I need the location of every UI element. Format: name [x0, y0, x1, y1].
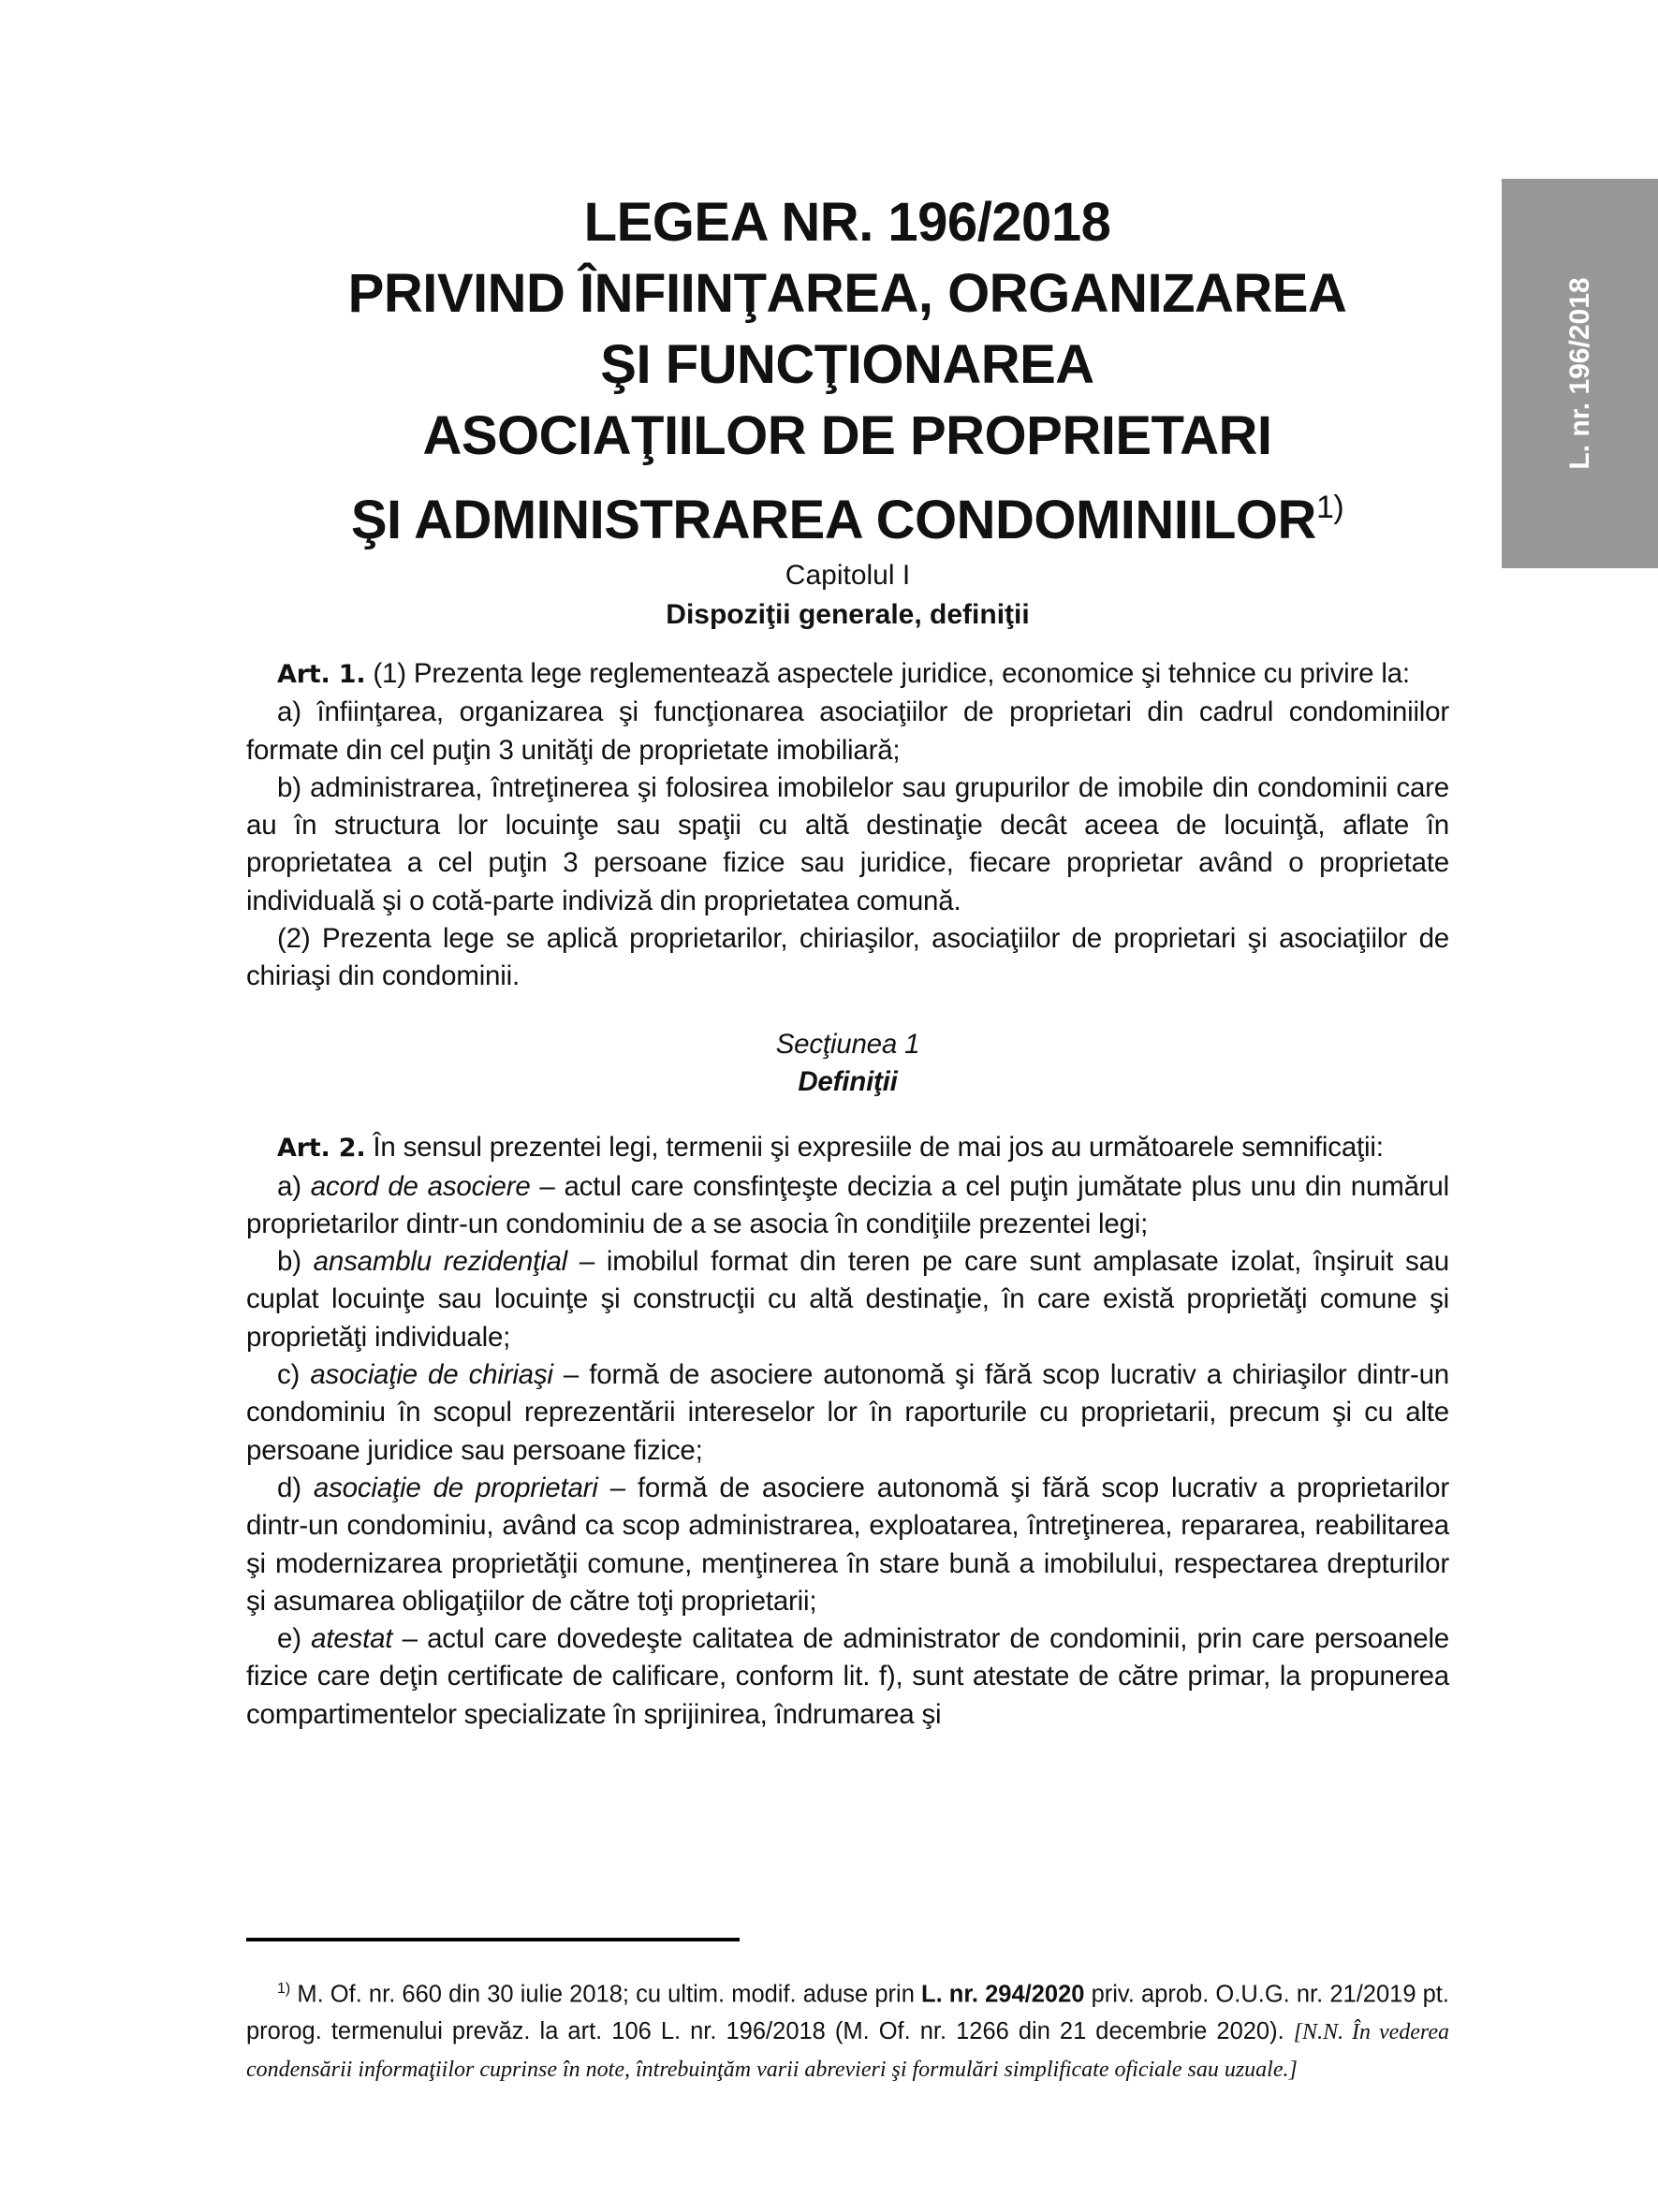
title-line: ASOCIAŢIILOR DE PROPRIETARI [422, 405, 1272, 466]
footnote-text: priv. aprob. O.U.G. nr. 21/2019 pt. prorog. termenului prevăz. la art. 106 L. nr. 196/2018 (M. Of. nr. 1266 din 21 decembrie 2020). [246, 1981, 1449, 2044]
footnote-ref[interactable]: 1) [1315, 490, 1344, 525]
defined-term: acord de asociere [310, 1170, 531, 1202]
art1-a: a) înfiinţarea, organizarea şi funcţionarea asociaţiilor de proprietari din cadrul condominiilor formate din cel puţin 3 unităţi de proprietate imobiliară; [246, 696, 1449, 766]
defined-term: atestat [311, 1623, 393, 1655]
defined-term: ansamblu rezidenţial [313, 1246, 568, 1278]
title-line: ŞI FUNCŢIONAREA [600, 334, 1094, 395]
defined-term: asociaţie de proprietari [313, 1472, 598, 1503]
chapter-title: Dispoziţii generale, definiţii [666, 599, 1030, 630]
paragraph-text: În sensul prezentei legi, termenii şi expresiile de mai jos au următoarele semnificaţii: [373, 1132, 1384, 1164]
section-label: Secţiunea 1 [775, 1028, 920, 1060]
article-label: Art. 1. [277, 660, 366, 689]
footnote-law-ref: L. nr. 294/2020 [921, 1981, 1085, 2008]
definition-item: a) acord de asociere – actul care consfinţeşte decizia a cel puţin jumătate plus unu din numărul proprietarilor dintr-un condominiu de a se asocia în condiţiile prezentei legi; [246, 1170, 1449, 1239]
section-title: Definiţii [798, 1065, 898, 1097]
side-tab [1502, 179, 1658, 568]
chapter-heading [246, 556, 1449, 635]
title-line: PRIVIND ÎNFIINŢAREA, ORGANIZAREA [347, 263, 1347, 324]
definition-item: d) asociaţie de proprietari – formă de asociere autonomă şi fără scop lucrativ a proprietarilor dintr-un condominiu, având ca scop administrarea, exploatarea, întreţinerea, repararea, reabilitarea şi modernizarea proprietăţii comune, menţinerea în stare bună a imobilului, respectarea drepturilor şi asumarea obligaţiilor de către toţi proprietarii; [246, 1472, 1449, 1617]
paragraph-text: (1) Prezenta lege reglementează aspectele juridice, economice şi tehnice cu privire la: [373, 658, 1410, 689]
footnote-divider [246, 1938, 740, 1941]
side-tab-label: L. nr. 196/2018 [1563, 277, 1595, 470]
definition-item: e) atestat – actul care dovedeşte calitatea de administrator de condominii, prin care persoanele fizice care deţin certificate de calificare, conform lit. f), sunt atestate de către primar, la propunerea compartimentelor specializate în sprijinirea, îndrumarea şi [246, 1623, 1450, 1730]
definition-item: b) ansamblu rezidenţial – imobilul format din teren pe care sunt amplasate izolat, înşiruit sau cuplat locuinţe sau locuinţe şi construcţii cu altă destinaţie, în care există proprietăţi comune şi proprietăţi individuale; [246, 1246, 1449, 1353]
article-label: Art. 2. [277, 1134, 366, 1164]
title-line-last [187, 472, 1507, 556]
defined-term: asociaţie de chiriaşi [310, 1359, 553, 1391]
title-line: LEGEA NR. 196/2018 [583, 192, 1111, 253]
editor-note: [N.N. În vederea condensării informaţiilor cuprinse în note, întrebuinţăm varii abrevieri şi formulări simplificate oficiale sau uzuale.] [246, 2019, 1449, 2082]
footnote-text: M. Of. nr. 660 din 30 iulie 2018; cu ultim. modif. aduse prin [297, 1981, 915, 2008]
art1-p2: (2) Prezenta lege se aplică proprietarilor, chiriaşilor, asociaţiilor de proprietari şi asociaţiilor de chiriaşi din condominii. [246, 923, 1449, 992]
art1-b: b) administrarea, întreţinerea şi folosirea imobilelor sau grupurilor de imobile din condominii care au în structura lor locuinţe sau spaţii cu altă destinaţie decât aceea de locuinţă, aflate în proprietatea a cel puţin 3 persoane fizice sau juridice, fiecare proprietar având o proprietate individuală şi o cotă-parte indiviză din proprietatea comună. [246, 771, 1449, 916]
art1-p1 [246, 655, 1449, 694]
art2-intro [246, 1129, 1449, 1167]
chapter-label: Capitolul I [785, 560, 911, 591]
footnote [246, 1970, 1449, 2088]
article-1 [246, 655, 1449, 1734]
footnote-marker: 1) [277, 1981, 291, 1997]
definition-item: c) asociaţie de chiriaşi – formă de asociere autonomă şi fără scop lucrativ a chiriaşilor dintr-un condominiu în scopul reprezentării intereselor lor în raporturile cu proprietarii, precum şi cu alte persoane juridice sau persoane fizice; [246, 1359, 1450, 1466]
law-title [187, 187, 1507, 556]
title-line: ŞI ADMINISTRAREA CONDOMINIILOR [350, 490, 1316, 550]
